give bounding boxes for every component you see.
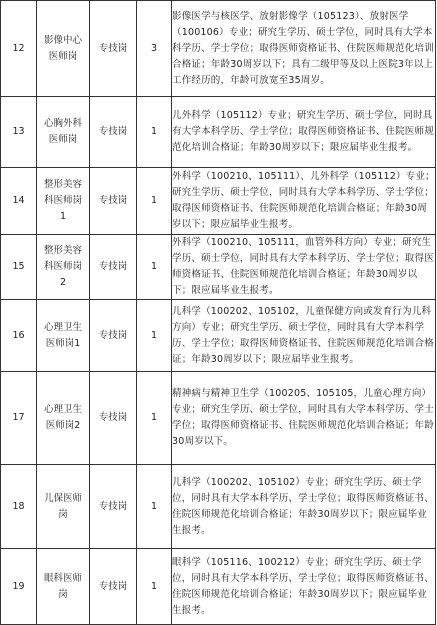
position-count: 1 [137, 300, 172, 372]
position-count: 1 [137, 97, 172, 168]
position-requirement: 精神病与精神卫生学（100205、105105，儿童心理方向）专业；研究生学历、硕士学位，同时具有大学本科学历、学士学位；取得医师资格证书、住院医师规范化培训合格证；年龄30周岁以下。 [172, 372, 436, 465]
row-number: 14 [1, 168, 37, 235]
position-name-text: 心理卫生 医师岗2 [43, 404, 82, 431]
table-row [1, 168, 436, 235]
position-type: 专技岗 [90, 1, 137, 97]
table-row [1, 549, 436, 625]
position-count: 1 [137, 549, 172, 625]
position-type: 专技岗 [90, 372, 137, 465]
row-number: 12 [1, 1, 37, 97]
position-name-text: 儿保医师 岗 [43, 492, 82, 520]
row-number: 19 [1, 549, 37, 625]
position-requirement: 儿科学（100202、105102，儿童保健方向或发育行为儿科方向）专业；研究生学历、硕士学位，同时具有大学本科学历、学士学位；取得医师资格证书、住院医师规范化培训合格证；年龄30周岁以下；限应届毕业生报考。 [172, 300, 436, 372]
position-count: 1 [137, 372, 172, 465]
position-requirement: 影像医学与核医学、放射影像学（105123）、放射医学（100106）专业；研究生学历、硕士学位，同时具有大学本科学历、学士学位；取得医师资格证书、住院医师规范化培训合格证；年龄30周岁以下；具有二级甲等及以上医院3年以上工作经历的，年龄可放宽至35周岁。 [172, 1, 436, 97]
position-type: 专技岗 [90, 168, 137, 235]
table-row [1, 97, 436, 168]
position-name-text: 心理卫生 医师岗1 [43, 321, 82, 349]
position-type: 专技岗 [90, 300, 137, 372]
row-number: 13 [1, 97, 37, 168]
table-row [1, 1, 436, 97]
position-name [37, 549, 90, 625]
position-name [37, 465, 90, 549]
position-name [37, 372, 90, 465]
row-number: 15 [1, 235, 37, 300]
position-type: 专技岗 [90, 465, 137, 549]
position-name [37, 235, 90, 300]
position-count: 3 [137, 1, 172, 97]
position-requirement: 眼科学（105116、100212）专业；研究生学历、硕士学位，同时具有大学本科学历、学士学位；取得医师资格证书、住院医师规范化培训合格证；年龄30周岁以下；限应届毕业生报考。 [172, 549, 436, 625]
position-name [37, 168, 90, 235]
position-name-text: 眼科医师 岗 [43, 572, 82, 600]
position-count: 1 [137, 235, 172, 300]
row-number: 16 [1, 300, 37, 372]
position-requirement: 外科学（100210、105111）、儿外科学（105112）专业；研究生学历、硕士学位，同时具有大学本科学历、学士学位；取得医师资格证书、住院医师规范化培训合格证；年龄30周岁以下；限应届毕业生报考。 [172, 168, 436, 235]
position-name [37, 1, 90, 97]
table-row [1, 300, 436, 372]
position-count: 1 [137, 168, 172, 235]
position-requirement: 外科学（100210、105111，血管外科方向）专业；研究生学历、硕士学位，同时具有大学本科学历、学士学位；取得医师资格证书、住院医师规范化培训合格证；年龄30周岁以下；限应届毕业生报考。 [172, 235, 436, 300]
table-row [1, 235, 436, 300]
position-count: 1 [137, 465, 172, 549]
row-number: 17 [1, 372, 37, 465]
position-type: 专技岗 [90, 549, 137, 625]
table-row [1, 372, 436, 465]
position-name-text: 整形美容 科医师岗 2 [43, 245, 82, 288]
position-name [37, 97, 90, 168]
position-requirement: 儿外科学（105112）专业；研究生学历、硕士学位，同时具有大学本科学历、学士学位；取得医师资格证书、住院医师规范化培训合格证；年龄30周岁以下；限应届毕业生报考。 [172, 97, 436, 168]
table-row [1, 465, 436, 549]
row-number: 18 [1, 465, 37, 549]
position-name-text: 整形美容 科医师岗 1 [43, 179, 82, 222]
position-type: 专技岗 [90, 235, 137, 300]
position-requirement: 儿科学（100202、105102）专业；研究生学历、硕士学位，同时具有大学本科学历、学士学位；取得医师资格证书、住院医师规范化培训合格证；年龄30周岁以下；限应届毕业生报考。 [172, 465, 436, 549]
position-name [37, 300, 90, 372]
position-type: 专技岗 [90, 97, 137, 168]
position-name-text: 心胸外科 医师岗 [43, 118, 82, 145]
position-name-text: 影像中心 医师岗 [43, 34, 82, 62]
